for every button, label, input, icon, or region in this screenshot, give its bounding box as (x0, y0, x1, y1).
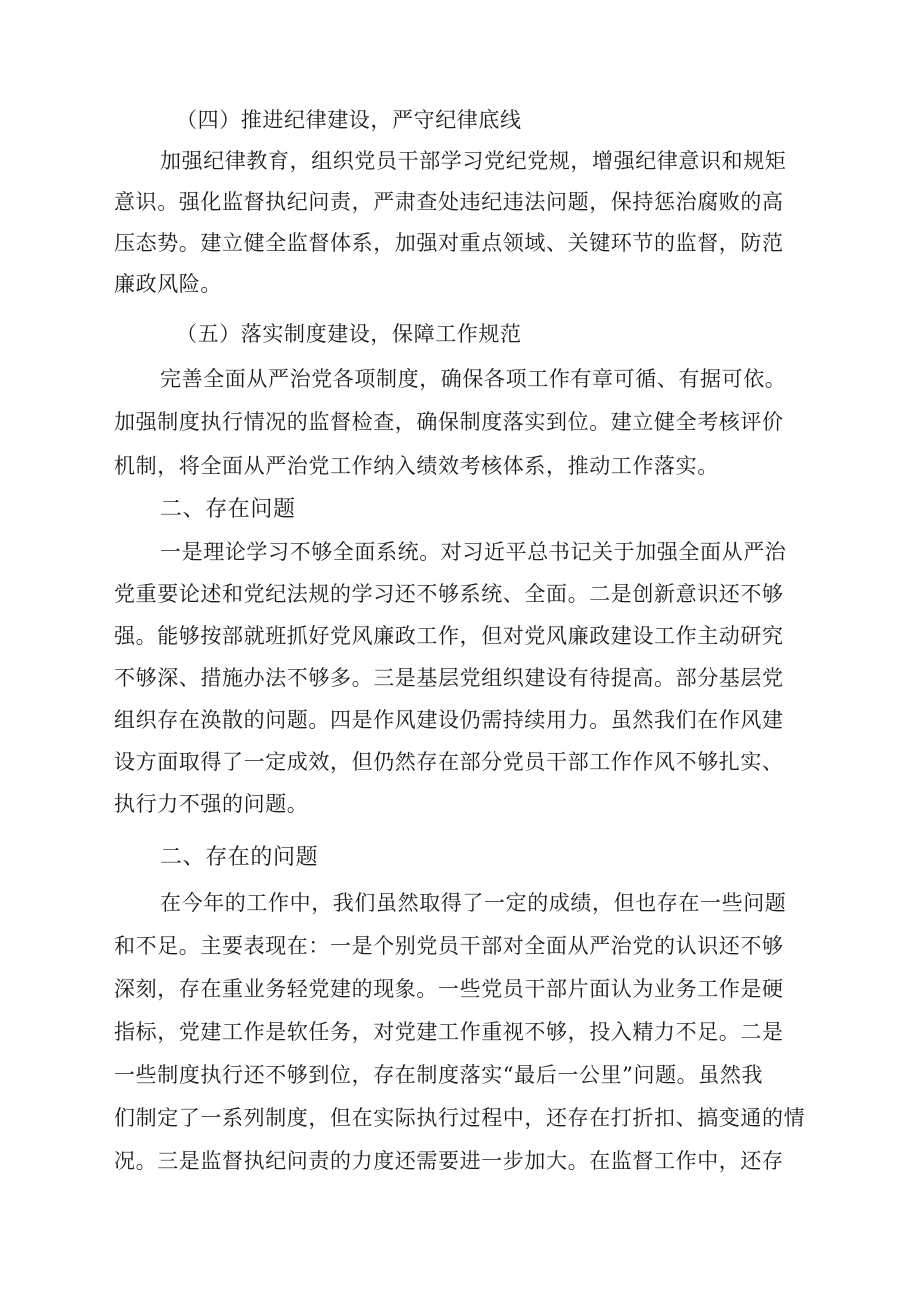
section-4-heading: （四）推进纪律建设，严守纪律底线 (176, 108, 522, 132)
paragraph-line: 完善全面从严治党各项制度，确保各项工作有章可循、有据可依。 (160, 367, 787, 391)
paragraph-line: 机制，将全面从严治党工作纳入绩效考核体系，推动工作落实。 (114, 454, 719, 478)
paragraph-line: 况。三是监督执纪问责的力度还需要进一步加大。在监督工作中，还存 (114, 1149, 784, 1173)
paragraph-line: 压态势。建立健全监督体系，加强对重点领域、关键环节的监督，防范 (114, 231, 784, 255)
paragraph-line: 在今年的工作中，我们虽然取得了一定的成绩，但也存在一些问题 (160, 891, 787, 915)
paragraph-line: 设方面取得了一定成效，但仍然存在部分党员干部工作作风不够扎实、 (114, 750, 784, 774)
paragraph-line: 不够深、措施办法不够多。三是基层党组织建设有待提高。部分基层党 (114, 666, 784, 690)
paragraph-line: 加强制度执行情况的监督检查，确保制度落实到位。建立健全考核评价 (114, 410, 784, 434)
paragraph-line: 一是理论学习不够全面系统。对习近平总书记关于加强全面从严治 (160, 540, 787, 564)
paragraph-line: 意识。强化监督执纪问责，严肃查处违纪违法问题，保持惩治腐败的高 (114, 190, 784, 214)
paragraph-line: 深刻，存在重业务轻党建的现象。一些党员干部片面认为业务工作是硬 (114, 977, 784, 1001)
paragraph-line: 执行力不强的问题。 (114, 792, 309, 816)
paragraph-line: 一些制度执行还不够到位，存在制度落实“最后一公里”问题。虽然我 (114, 1063, 764, 1087)
paragraph-line: 组织存在涣散的问题。四是作风建设仍需持续用力。虽然我们在作风建 (114, 708, 784, 732)
paragraph-line: 和不足。主要表现在：一是个别党员干部对全面从严治党的认识还不够 (114, 934, 784, 958)
paragraph-line: 强。能够按部就班抓好党风廉政工作，但对党风廉政建设工作主动研究 (114, 624, 784, 648)
problems-heading: 二、存在问题 (160, 497, 296, 522)
paragraph-line: 党重要论述和党纪法规的学习还不够系统、全面。二是创新意识还不够 (114, 582, 784, 606)
problems-2-heading: 二、存在的问题 (160, 845, 319, 870)
paragraph-line: 们制定了一系列制度，但在实际执行过程中，还存在打折扣、搞变通的情 (114, 1106, 806, 1130)
section-5-heading: （五）落实制度建设，保障工作规范 (176, 322, 522, 346)
paragraph-line: 加强纪律教育，组织党员干部学习党纪党规，增强纪律意识和规矩 (160, 149, 787, 173)
paragraph-line: 廉政风险。 (114, 272, 222, 296)
paragraph-line: 指标，党建工作是软任务，对党建工作重视不够，投入精力不足。二是 (114, 1020, 784, 1044)
